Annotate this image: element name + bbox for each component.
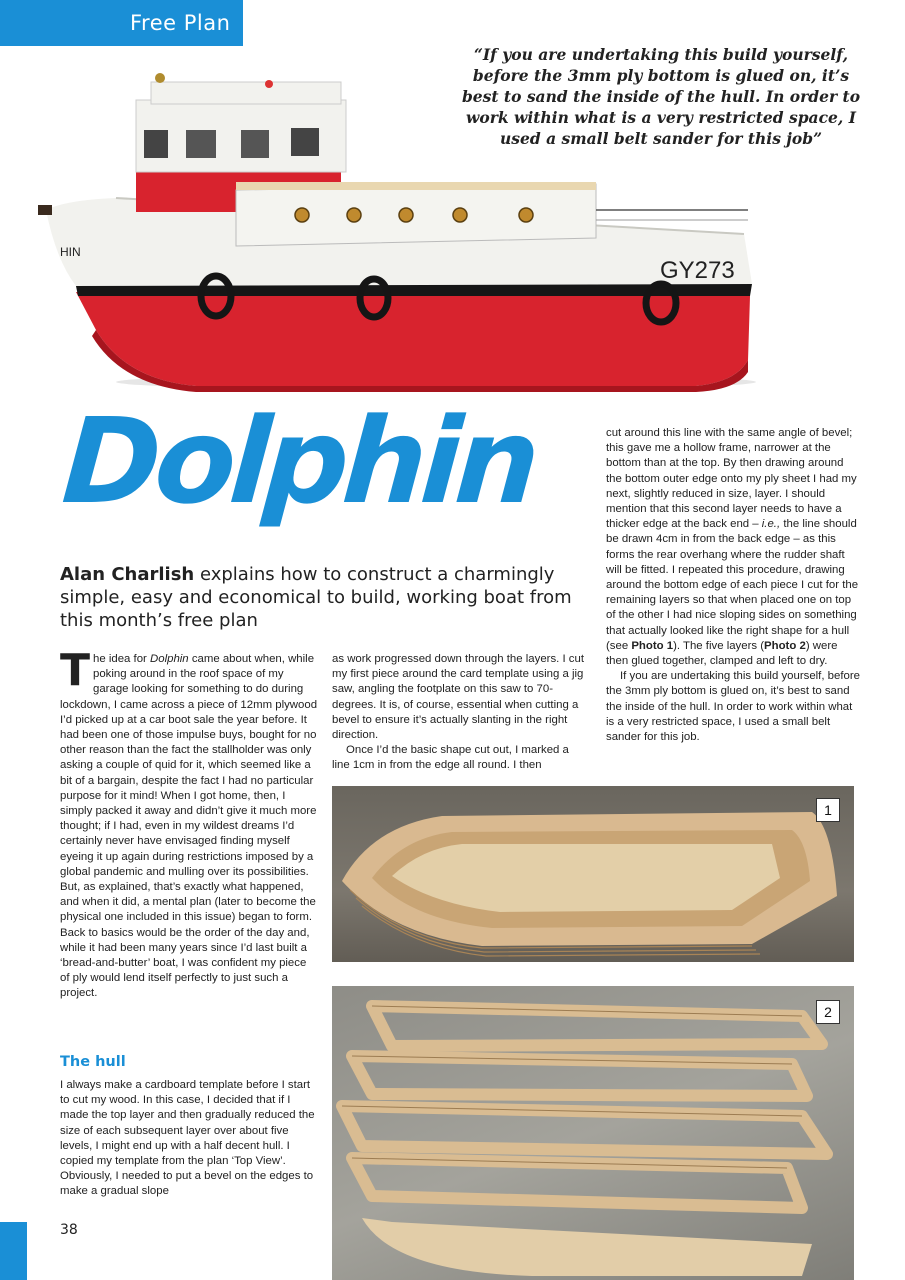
standfirst	[60, 563, 580, 632]
body-column-1-hull	[60, 1078, 318, 1200]
section-label: Free Plan	[130, 11, 231, 35]
photo-1-ref: Photo 1	[631, 639, 674, 652]
intro-paragraph	[60, 645, 318, 1002]
section-tab	[0, 0, 243, 46]
photo-1-illustration	[332, 786, 854, 962]
page-accent-bar	[0, 1222, 27, 1280]
intro-boat-name: Dolphin	[150, 653, 189, 665]
hull-registration: GY273	[660, 257, 735, 284]
layers-ie: i.e.,	[761, 518, 781, 531]
body-column-3	[606, 426, 860, 745]
intro-text-a: he idea for	[93, 653, 151, 665]
sanding-paragraph: If you are undertaking this build yourself, before the 3mm ply bottom is glued on, it’s best to sand the inside of the hull. In order to work within what is a very restricted space, I used a small belt sander for this job.	[606, 670, 860, 744]
author-name: Alan Charlish	[60, 564, 195, 585]
photo-2-number: 2	[816, 1000, 840, 1024]
bevel-paragraph: as work progressed down through the layers. I cut my first piece around the card template using a jig saw, angling the footplate on this saw to 70-degrees. It is, of course, essential when cutting a bevel to ensure it’s actually slanting in the right direction.	[332, 653, 584, 742]
layers-text-a: cut around this line with the same angle of bevel; this gave me a hollow frame, narrower at the bottom than at the top. By then drawing around the bottom outer edge onto my ply sheet I had my next, slightly reduced in size, layer. I should mention that this second layer needs to have a thicker edge at the back end –	[606, 427, 857, 531]
intro-text-b: came about when, while poking around in the roof space of my garage looking for something to do during lockdown, I came across a piece of 12mm plywood I’d picked up at a car boot sale the year before. It had been one of those impulse buys, bought for no other reason than the fact the stallholder was only asking a couple of quid for it, which seemed like a bit of a bargain, despite the fact I had no particular purpose for it mind! When I got home, then, I simply packed it away and didn’t give it much more thought; if I had, even in my wildest dreams I’d certainly never have envisaged finding myself eyeing it up again during restrictions imposed by a global pandemic and mulling over its possibilities. But, as explained, that’s exactly what happened, and when it did, a mental plan (later to become the physical one included in this issue) began to form. Back to basics would be the order of the day and, while it had been many years since I’d last built a ‘bread-and-butter’ boat, I was confident my piece of ply would lend itself perfectly to just such a project.	[60, 653, 318, 1000]
photo-2-ref: Photo 2	[764, 639, 806, 652]
photo-1-stacked-hull	[332, 786, 854, 962]
body-column-1	[60, 645, 318, 1002]
photo-2-layers	[332, 986, 854, 1280]
layers-text-b: the line should be drawn 4cm in from the back edge – as this forms the rear overhang where the rudder shaft will be fitted. I repeated this procedure, drawing around the bottom edge of each piece I cut for the remaining layers so that when placed one on top of the other I had nice sloping sides on something that actually looked like the right shape for a hull (see	[606, 518, 859, 652]
standfirst-text: explains how to construct a charmingly simple, easy and economical to build, working boat from this month’s free plan	[60, 564, 572, 631]
headline: Dolphin	[58, 392, 539, 530]
layers-paragraph	[606, 426, 860, 669]
hull-name-fragment: HIN	[60, 245, 81, 259]
layers-text-d: ) were then glued together, clamped and left to dry.	[606, 639, 838, 668]
hull-paragraph: I always make a cardboard template before I start to cut my wood. In this case, I decided that if I made the top layer and then gradually reduced the size of each subsequent layer over about five levels, I might end up with a half decent hull. I copied my template from the plan ‘Top View’. Obviously, I needed to put a bevel on the edges to make a gradual slope	[60, 1079, 315, 1198]
photo-2-illustration	[332, 986, 854, 1280]
photo-1-number: 1	[816, 798, 840, 822]
hero-boat-image	[36, 60, 771, 395]
pull-quote: “If you are undertaking this build yourself, before the 3mm ply bottom is glued on, it’s best to sand the inside of the hull. In order to work within what is a very restricted space, I used a small belt sander for this job”	[461, 45, 861, 148]
drop-cap: T	[60, 645, 91, 696]
page-number: 38	[60, 1222, 78, 1238]
layers-text-c: ). The five layers (	[673, 639, 765, 652]
body-column-2	[332, 652, 588, 774]
subhead-the-hull: The hull	[60, 1054, 126, 1070]
basic-shape-paragraph: Once I’d the basic shape cut out, I marked a line 1cm in from the edge all round. I then	[332, 744, 569, 772]
